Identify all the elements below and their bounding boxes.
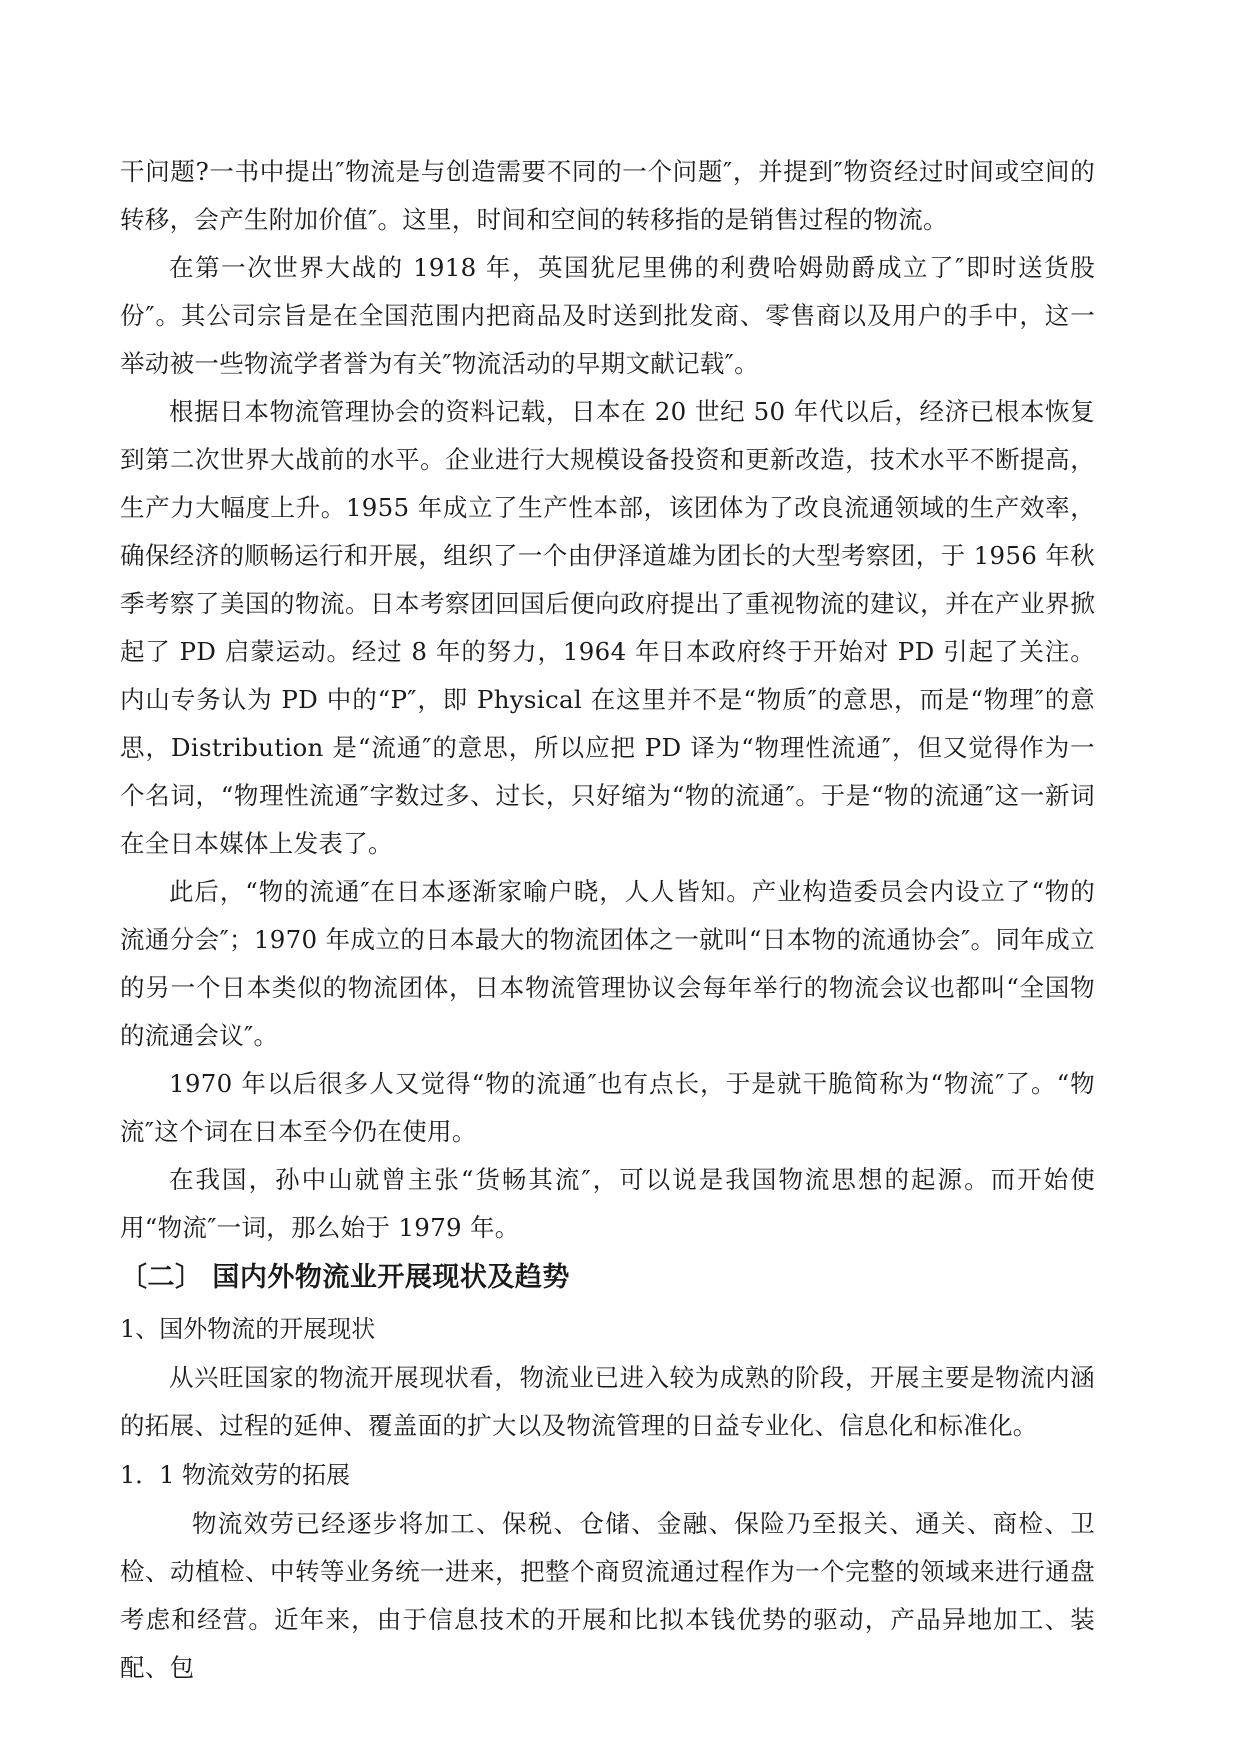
subheading-2: 1．1 物流效劳的拓展 bbox=[120, 1461, 351, 1489]
document-page bbox=[120, 148, 1095, 1692]
paragraph-3: 根据日本物流管理协会的资料记载，日本在 20 世纪 50 年代以后，经济已根本恢复到第二次世界大战前的水平。企业进行大规模设备投资和更新改造，技术水平不断提高，生产力大幅度上升。1955 年成立了生产性本部，该团体为了改良流通领域的生产效率，确保经济的顺畅运行和开展，组织了一个由伊泽道雄为团长的大型考察团，于 1956 年秋季考察了美国的物流。日本考察团回国后便向政府提出了重视物流的建议，并在产业界掀起了 PD 启蒙运动。经过 8 年的努力，1964 年日本政府终于开始对 PD 引起了关注。内山专务认为 PD 中的“P″，即 Physical 在这里并不是“物质″的意思，而是“物理″的意思，Distribution 是“流通″的意思，所以应把 PD 译为“物理性流通″，但又觉得作为一个名词，“物理性流通″字数过多、过长，只好缩为“物的流通″。于是“物的流通″这一新词在全日本媒体上发表了。 bbox=[120, 397, 1095, 858]
paragraph-7: 从兴旺国家的物流开展现状看，物流业已进入较为成熟的阶段，开展主要是物流内涵的拓展、过程的延伸、覆盖面的扩大以及物流管理的日益专业化、信息化和标准化。 bbox=[120, 1363, 1095, 1440]
subheading-1: 1、国外物流的开展现状 bbox=[120, 1315, 376, 1343]
paragraph-2: 在第一次世界大战的 1918 年，英国犹尼里佛的利费哈姆勋爵成立了″即时送货股份″。其公司宗旨是在全国范围内把商品及时送到批发商、零售商以及用户的手中，这一举动被一些物流学者誉为有关″物流活动的早期文献记载″。 bbox=[120, 253, 1095, 378]
paragraph-4: 此后，“物的流通″在日本逐渐家喻户晓，人人皆知。产业构造委员会内设立了“物的流通分会″；1970 年成立的日本最大的物流团体之一就叫“日本物的流通协会″。同年成立的另一个日本类似的物流团体，日本物流管理协议会每年举行的物流会议也都叫“全国物的流通会议″。 bbox=[120, 877, 1095, 1050]
paragraph-6: 在我国，孙中山就曾主张“货畅其流″，可以说是我国物流思想的起源。而开始使用“物流″一词，那么始于 1979 年。 bbox=[120, 1165, 1095, 1242]
section-heading: 〔二〕 国内外物流业开展现状及趋势 bbox=[120, 1262, 570, 1293]
paragraph-8: 物流效劳已经逐步将加工、保税、仓储、金融、保险乃至报关、通关、商检、卫检、动植检、中转等业务统一进来，把整个商贸流通过程作为一个完整的领域来进行通盘考虑和经营。近年来，由于信息技术的开展和比拟本钱优势的驱动，产品异地加工、装配、包 bbox=[120, 1509, 1095, 1682]
paragraph-5: 1970 年以后很多人又觉得“物的流通″也有点长，于是就干脆简称为“物流″了。“物流″这个词在日本至今仍在使用。 bbox=[120, 1069, 1095, 1146]
paragraph-1: 干问题?一书中提出″物流是与创造需要不同的一个问题″，并提到″物资经过时间或空间的转移，会产生附加价值″。这里，时间和空间的转移指的是销售过程的物流。 bbox=[120, 157, 1095, 234]
